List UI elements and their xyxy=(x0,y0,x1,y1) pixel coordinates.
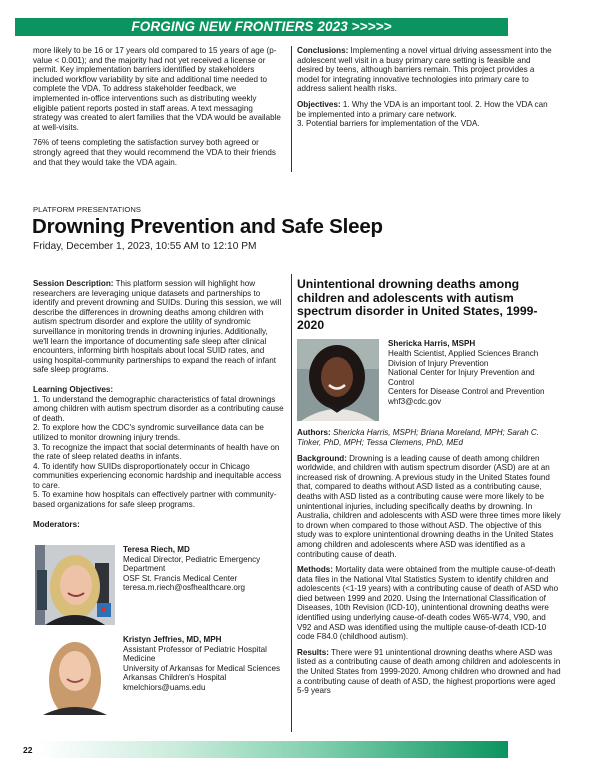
conference-banner xyxy=(15,18,508,36)
previous-article-paragraph: 76% of teens completing the satisfaction survey both agreed or strongly agreed that they would recommend the VDA to their friends and that they would take the VDA again. xyxy=(33,138,276,167)
article-results xyxy=(297,648,562,696)
results-text: There were 91 unintentional drowning deaths where ASD was listed as a contributing cause of death among children and adolescents in the United States from 1999-2020. Among children who drowned and had a contributing cause of death of ASD, the highest proportions were aged 5-9 years xyxy=(297,647,561,696)
portrait-image xyxy=(35,635,115,715)
moderator-photo xyxy=(35,635,115,715)
column-divider-main xyxy=(291,274,292,732)
moderator-info xyxy=(123,545,288,625)
speaker-name: Shericka Harris, MSPH xyxy=(388,339,476,349)
banner-title: FORGING NEW FRONTIERS 2023 >>>>> xyxy=(131,19,392,34)
article-title: Unintentional drowning deaths among children and adolescents with autism spectrum disorder in United States, 1999-2020 xyxy=(297,277,538,332)
conclusions-text: Implementing a novel virtual driving assessment into the adolescent well visit in a busy primary care setting is feasible and desired by teens, although barriers remain. This project provides a model for integrating innovative technologies into primary care to address salient health risks. xyxy=(297,46,552,94)
speaker-title: Health Scientist, Applied Sciences Branch xyxy=(388,348,539,358)
objectives-text-line3: 3. Potential barriers for implementation of the VDA. xyxy=(297,119,480,129)
previous-article-left-column xyxy=(33,46,283,173)
moderator-email[interactable]: teresa.m.riech@osfhealthcare.org xyxy=(123,583,246,593)
background-label: Background: xyxy=(297,453,347,463)
section-category: PLATFORM PRESENTATIONS xyxy=(33,205,142,214)
learning-objective-item: 4. To identify how SUIDs disproportionately occur in Chicago communities experiencing economic hardship and inequitable access to care. xyxy=(33,461,282,490)
conclusions-paragraph xyxy=(297,46,552,94)
article-authors xyxy=(297,428,562,447)
portrait-image xyxy=(35,545,115,625)
session-description-text: This platform session will highlight how researchers are leveraging unique datasets and partnerships to identify and prevent drowning and SUIDs. During this session, we will describe the differences in drowning deaths among children with autism spectrum disorder and explore the utility of syndromic surveillance in monitoring trends in drowning injuries. Additionally, we'll learn the importance of documenting safe sleep after clinical encounters, informing birth hospitals about local SUID rates, and using hospital-community partnerships to expand the reach of infant safe sleep programs. xyxy=(33,279,282,375)
learning-objectives xyxy=(33,385,285,510)
methods-text: Mortality data were obtained from the multiple cause-of-death data files in the National Vital Statistics System to identify children and adolescents (<1-19 years) with a contributing cause of death of ASD who died between 1999 and 2020. Using the International Classification of Diseases, 10th Revision (ICD-10), unintentional drowning deaths were identified using underlying cause-of-death codes W65-W74, V90, and V92 and ASD was identified using the multiple cause-of-death ICD-10 code F84.0 (childhood autism). xyxy=(297,565,559,642)
authors-label: Authors: xyxy=(297,428,331,438)
moderator-info xyxy=(123,635,288,715)
page-number: 22 xyxy=(23,745,33,755)
learning-objectives-label: Learning Objectives: xyxy=(33,384,114,394)
portrait-image xyxy=(297,339,379,421)
learning-objective-item: 3. To recognize the impact that social determinants of health have on the rate of sleep related deaths in infants. xyxy=(33,442,280,462)
moderator-card xyxy=(35,635,288,715)
objectives-label: Objectives: xyxy=(297,99,341,109)
speaker-card xyxy=(297,339,562,421)
learning-objective-item: 5. To examine how hospitals can effectively partner with community-based organizations for safe sleep programs. xyxy=(33,490,277,510)
speaker-info xyxy=(388,339,553,421)
column-divider-top xyxy=(291,46,292,172)
footer-gradient-bar xyxy=(38,741,508,758)
learning-objective-item: 2. To explore how the CDC's syndromic surveillance data can be utilized to monitor drowning injury trends. xyxy=(33,423,264,442)
objectives-text: 1. Why the VDA is an important tool. 2. How the VDA can be implemented into a primary care network. xyxy=(297,99,548,119)
moderator-email[interactable]: kmelchiors@uams.edu xyxy=(123,682,206,692)
learning-objective-item: 1. To understand the demographic characteristics of fatal drownings among children with autism spectrum disorder as a contributing cause of death. xyxy=(33,394,284,423)
moderator-organization: Arkansas Children's Hospital xyxy=(123,673,227,683)
previous-article-right-column xyxy=(297,46,552,135)
speaker-photo xyxy=(297,339,379,421)
article-methods xyxy=(297,565,562,642)
moderator-name: Teresa Riech, MD xyxy=(123,545,190,554)
results-label: Results: xyxy=(297,647,329,657)
moderator-card xyxy=(35,545,288,625)
session-left-column xyxy=(33,279,285,537)
objectives-paragraph xyxy=(297,100,552,129)
moderator-organization: University of Arkansas for Medical Sciences xyxy=(123,663,280,673)
authors-text: Shericka Harris, MSPH; Briana Moreland, MPH; Sarah C. Tinker, PhD, MPH; Tessa Clemens, PhD, MEd xyxy=(297,428,539,447)
background-text: Drowning is a leading cause of death among children worldwide, and children with autism spectrum disorder (ASD) are at an increased risk of drowning. A previous study in the United States found that, compared to deaths without ASD listed as a contributing cause, deaths with ASD listed as a contributing cause were more likely to be unintentional injuries, including specifically deaths by drowning. In Australia, children and adolescents with ASD were three times more likely to drown when compared to those without ASD. The objective of this study was to explore unintentional drowning deaths in the United States among children and adolescents where ASD was identified as a contributing cause of death. xyxy=(297,453,561,559)
methods-label: Methods: xyxy=(297,565,333,575)
article-background xyxy=(297,454,562,560)
moderators-label: Moderators: xyxy=(33,519,80,529)
moderator-name: Kristyn Jeffries, MD, MPH xyxy=(123,635,222,644)
speaker-email[interactable]: whf3@cdc.gov xyxy=(388,396,442,406)
session-datetime: Friday, December 1, 2023, 10:55 AM to 12:10 PM xyxy=(33,241,257,252)
speaker-center: National Center for Injury Prevention and Control xyxy=(388,368,535,387)
speaker-organization: Centers for Disease Control and Prevention xyxy=(388,387,545,397)
moderator-title: Medical Director, Pediatric Emergency Department xyxy=(123,554,261,574)
conclusions-label: Conclusions: xyxy=(297,46,349,55)
session-description xyxy=(33,279,285,375)
session-right-column xyxy=(297,278,562,702)
session-title: Drowning Prevention and Safe Sleep xyxy=(32,215,383,238)
moderator-organization: OSF St. Francis Medical Center xyxy=(123,573,238,583)
speaker-division: Division of Injury Prevention xyxy=(388,358,489,368)
session-description-label: Session Description: xyxy=(33,279,114,288)
moderator-photo xyxy=(35,545,115,625)
previous-article-paragraph: more likely to be 16 or 17 years old compared to 15 years of age (p-value < 0.001); and the majority had not yet received a license or permit. Key implementation barriers identified by stakeholders included workflow variability by site and additional time needed to complete the VDA. To address stakeholder feedback, we implemented in-office interventions such as distributing weekly eligible patient reports posted in staff areas. A text messaging strategy was created to alert families that the VDA would be available at well-visits. xyxy=(33,46,281,132)
moderator-title: Assistant Professor of Pediatric Hospital Medicine xyxy=(123,644,267,664)
